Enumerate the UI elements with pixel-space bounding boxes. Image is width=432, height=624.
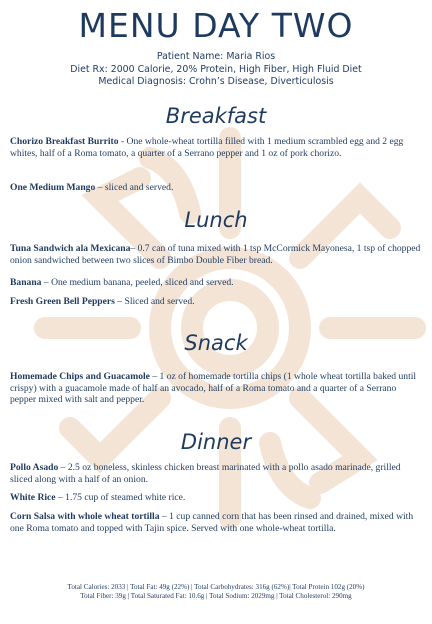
- item-name: Pollo Asado: [10, 462, 59, 473]
- dinner-heading: Dinner: [180, 430, 252, 454]
- item-separator: –: [130, 243, 138, 254]
- item-separator: -: [118, 136, 127, 147]
- item-name: Homemade Chips and Guacamole: [10, 371, 150, 382]
- menu-item: [10, 462, 422, 485]
- lunch-heading: Lunch: [184, 208, 248, 232]
- medical-diagnosis: Medical Diagnosis: Crohn’s Disease, Diverticulosis: [98, 76, 334, 87]
- snack-heading: Snack: [184, 331, 248, 355]
- item-name: Tuna Sandwich ala Mexicana: [10, 243, 131, 254]
- nutrition-totals: [0, 583, 432, 602]
- menu-item: [10, 277, 422, 289]
- item-name: One Medium Mango: [10, 182, 96, 193]
- patient-info: [0, 51, 432, 89]
- item-description: sliced and served.: [104, 182, 174, 193]
- item-name: Banana: [10, 277, 42, 288]
- breakfast-heading: Breakfast: [165, 104, 267, 128]
- diet-rx: Diet Rx: 2000 Calorie, 20% Protein, High Fiber, High Fluid Diet: [70, 63, 362, 75]
- item-description: 1.75 cup of steamed white rice.: [65, 492, 186, 503]
- menu-item: [10, 511, 422, 534]
- item-description: One medium banana, peeled, sliced and served.: [51, 277, 234, 288]
- patient-name: Patient Name: Maria Rios: [156, 51, 276, 62]
- item-separator: –: [41, 277, 52, 288]
- item-description: Sliced and served.: [124, 296, 195, 307]
- item-description: One whole-wheat tortilla filled with 1 medium scrambled egg and 2 egg whites, half of a Roma tomato, a quarter of a Serrano pepper and 1 oz of pork chorizo.: [10, 136, 404, 159]
- item-separator: –: [55, 492, 66, 503]
- menu-item: [10, 136, 422, 159]
- menu-item: [10, 243, 422, 266]
- item-separator: –: [58, 462, 68, 473]
- totals-line-2: Total Fiber: 39g | Total Saturated Fat: 10.6g | Total Sodium: 2029mg | Total Cholesterol: 290mg: [80, 592, 352, 601]
- item-name: White Rice: [10, 492, 56, 503]
- item-description: 0.7 can of tuna mixed with 1 tsp McCormick Mayonesa, 1 tsp of chopped onion sandwiched between two slices of Bimbo Double Fiber bread.: [10, 243, 421, 266]
- item-name: Corn Salsa with whole wheat tortilla: [10, 511, 160, 522]
- item-separator: –: [95, 182, 105, 193]
- item-name: Chorizo Breakfast Burrito: [10, 136, 119, 147]
- totals-line-1: Total Calories: 2033 | Total Fat: 49g (22%) | Total Carbohydrates: 316g (62%)| Total Protein 102g (20%): [67, 583, 365, 591]
- menu-item: [10, 182, 422, 194]
- item-separator: –: [149, 371, 160, 382]
- item-description: 2.5 oz boneless, skinless chicken breast marinated with a pollo asado marinade, grilled sliced along with a half of an onion.: [10, 462, 401, 485]
- item-separator: –: [114, 296, 125, 307]
- item-description: – 1 cup canned corn that has been rinsed and drained, mixed with one Roma tomato and topped with Tajin spice. Served with one whole-wheat tortilla.: [10, 511, 414, 534]
- menu-item: [10, 492, 422, 504]
- page-title: MENU DAY TWO: [78, 6, 354, 45]
- item-name: Fresh Green Bell Peppers: [10, 296, 115, 307]
- menu-item: [10, 371, 422, 406]
- menu-item: [10, 296, 422, 308]
- item-description: 1 oz of homemade tortilla chips (1 whole wheat tortilla baked until crispy) with a guacamole made of half an avocado, half of a Roma tomato and a quarter of a Serrano pepper mixed with salt and pepper.: [10, 371, 417, 406]
